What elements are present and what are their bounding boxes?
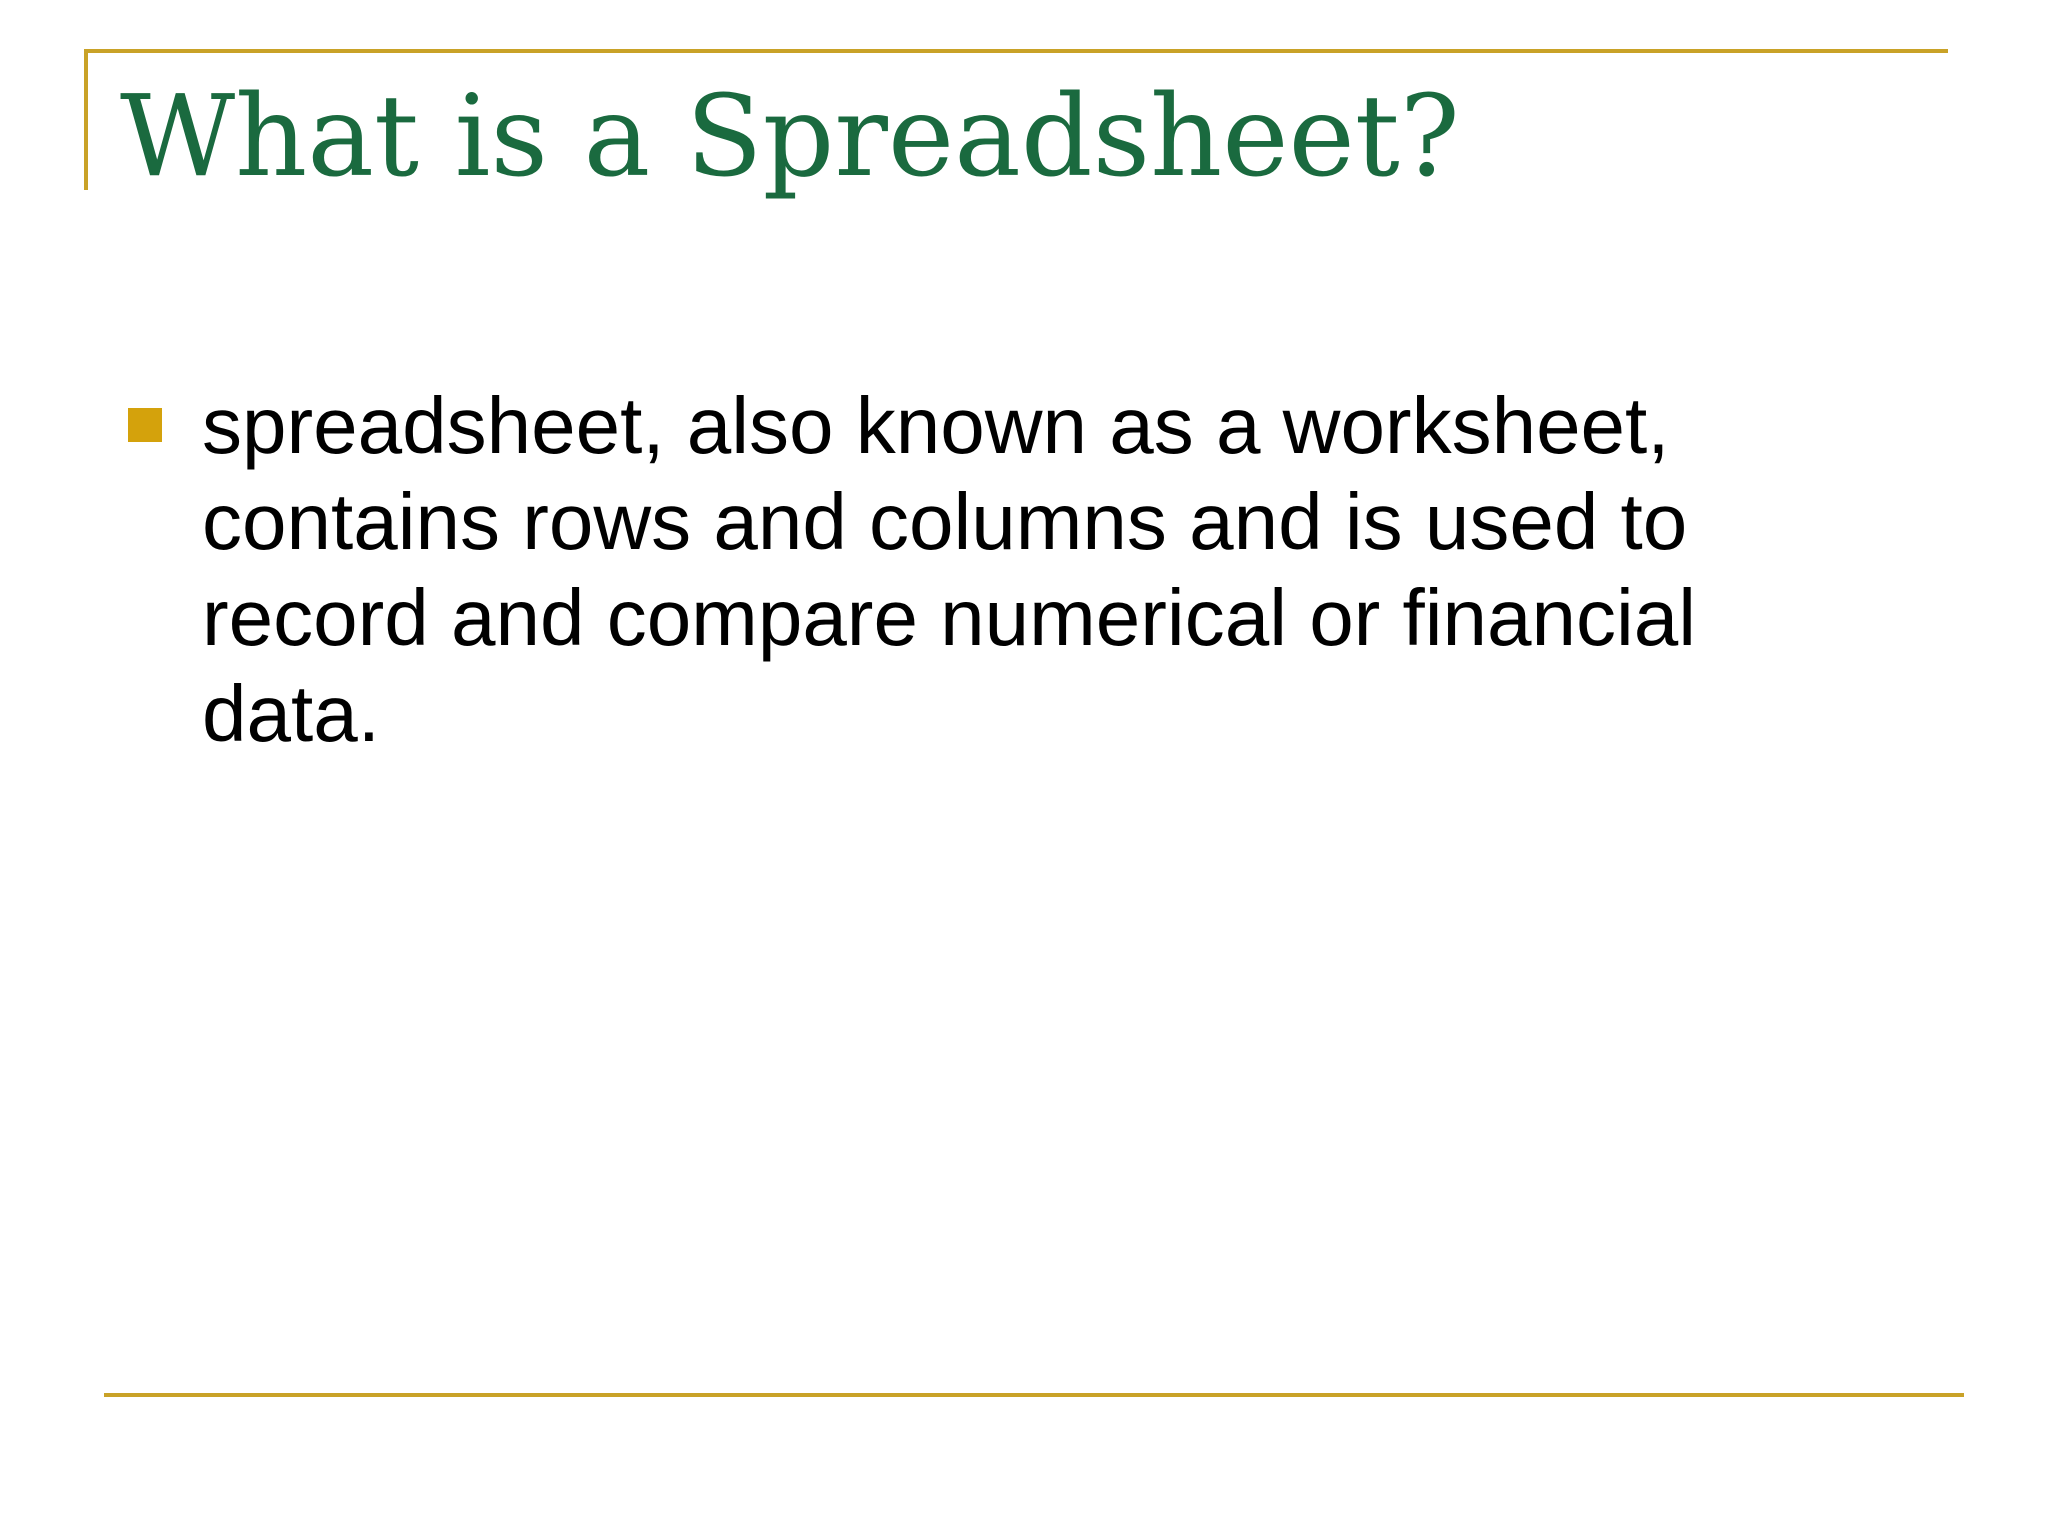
bullet-item [120,378,1860,762]
slide-title: What is a Spreadsheet? [120,72,1460,202]
bottom-rule [104,1393,1964,1397]
bullet-text: spreadsheet, also known as a worksheet, contains rows and columns and is used to record and compare numerical or financial data. [202,381,1697,758]
top-rule [84,49,1948,53]
square-bullet-icon [128,408,162,442]
left-rule [84,49,88,190]
bullet-list [120,378,1860,762]
